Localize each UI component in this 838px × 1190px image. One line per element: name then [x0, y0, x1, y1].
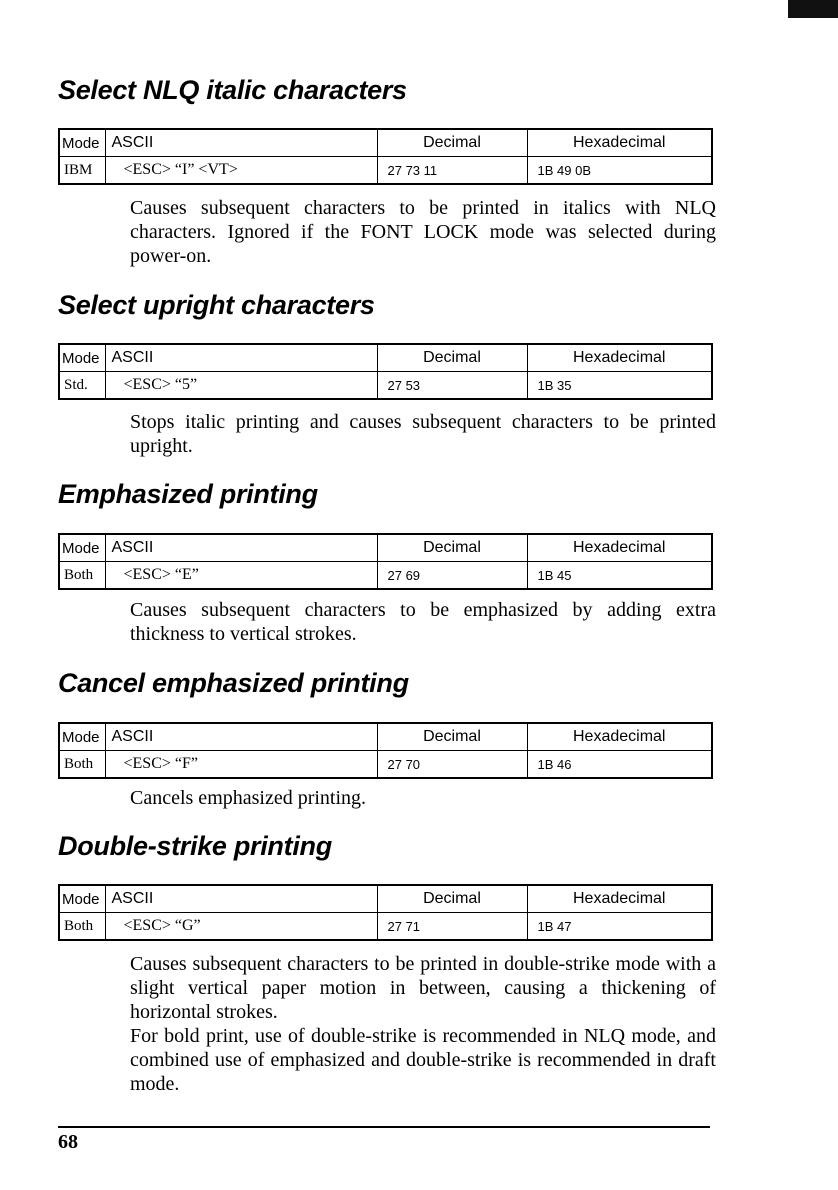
header-ascii: ASCII	[105, 534, 377, 562]
header-decimal: Decimal	[377, 885, 527, 913]
description-paragraph: Causes subsequent characters to be printed in italics with NLQ characters. Ignored if the FONT LOCK mode was selected during power-on.	[130, 197, 716, 267]
cell-mode: Both	[59, 562, 105, 590]
page-edge-tab	[788, 0, 838, 18]
header-mode: Mode	[59, 885, 105, 913]
table-row	[59, 751, 712, 779]
table-row	[59, 562, 712, 590]
cell-hex: 1B 49 0B	[527, 157, 712, 185]
section-title: Cancel emphasized printing	[58, 668, 409, 698]
header-hexadecimal: Hexadecimal	[527, 129, 712, 157]
description-paragraph: Causes subsequent characters to be emphasized by adding extra thickness to vertical strokes.	[130, 599, 716, 645]
cell-ascii: <ESC> “5”	[105, 372, 377, 400]
cell-mode: IBM	[59, 157, 105, 185]
cell-hex: 1B 35	[527, 372, 712, 400]
header-hexadecimal: Hexadecimal	[527, 723, 712, 751]
header-mode: Mode	[59, 129, 105, 157]
header-mode: Mode	[59, 344, 105, 372]
header-decimal: Decimal	[377, 129, 527, 157]
command-table	[58, 722, 713, 779]
cell-hex: 1B 47	[527, 913, 712, 941]
cell-mode: Both	[59, 751, 105, 779]
header-hexadecimal: Hexadecimal	[527, 885, 712, 913]
section-cancel-emphasized	[58, 667, 718, 809]
header-ascii: ASCII	[105, 344, 377, 372]
cell-ascii: <ESC> “E”	[105, 562, 377, 590]
table-header-row	[59, 723, 712, 751]
header-ascii: ASCII	[105, 723, 377, 751]
section-emphasized	[58, 478, 718, 645]
header-mode: Mode	[59, 534, 105, 562]
footer-rule	[58, 1126, 710, 1128]
page-number: 68	[58, 1131, 78, 1153]
cell-decimal: 27 53	[377, 372, 527, 400]
table-header-row	[59, 534, 712, 562]
header-decimal: Decimal	[377, 344, 527, 372]
section-title: Select upright characters	[58, 290, 375, 320]
section-description	[130, 410, 716, 458]
command-table	[58, 884, 713, 941]
cell-ascii: <ESC> “F”	[105, 751, 377, 779]
section-description	[130, 598, 716, 646]
section-title: Double-strike printing	[58, 831, 332, 861]
table-header-row	[59, 129, 712, 157]
section-double-strike	[58, 830, 718, 1095]
section-select-upright	[58, 289, 718, 457]
header-ascii: ASCII	[105, 885, 377, 913]
cell-mode: Both	[59, 913, 105, 941]
cell-ascii: <ESC> “G”	[105, 913, 377, 941]
command-table	[58, 128, 713, 185]
cell-mode: Std.	[59, 372, 105, 400]
header-hexadecimal: Hexadecimal	[527, 534, 712, 562]
cell-decimal: 27 69	[377, 562, 527, 590]
command-table	[58, 343, 713, 400]
header-ascii: ASCII	[105, 129, 377, 157]
description-paragraph: Cancels emphasized printing.	[130, 787, 367, 809]
section-title: Select NLQ italic characters	[58, 75, 407, 105]
section-description	[130, 786, 716, 810]
cell-hex: 1B 46	[527, 751, 712, 779]
table-row	[59, 913, 712, 941]
table-row	[59, 157, 712, 185]
command-table	[58, 533, 713, 590]
section-title: Emphasized printing	[58, 479, 318, 509]
description-paragraph: For bold print, use of double-strike is recommended in NLQ mode, and combined use of emphasized and double-strike is recommended in draft mode.	[130, 1025, 716, 1095]
description-paragraph: Stops italic printing and causes subsequent characters to be printed upright.	[130, 411, 716, 457]
header-decimal: Decimal	[377, 534, 527, 562]
header-decimal: Decimal	[377, 723, 527, 751]
header-hexadecimal: Hexadecimal	[527, 344, 712, 372]
cell-decimal: 27 71	[377, 913, 527, 941]
section-description	[130, 196, 716, 268]
header-mode: Mode	[59, 723, 105, 751]
cell-decimal: 27 70	[377, 751, 527, 779]
table-header-row	[59, 344, 712, 372]
cell-hex: 1B 45	[527, 562, 712, 590]
section-description	[130, 952, 716, 1096]
table-row	[59, 372, 712, 400]
section-select-nlq-italic	[58, 74, 718, 267]
cell-ascii: <ESC> “I” <VT>	[105, 157, 377, 185]
table-header-row	[59, 885, 712, 913]
description-paragraph: Causes subsequent characters to be printed in double-strike mode with a slight vertical paper motion in between, causing a thickening of horizontal strokes.	[130, 953, 716, 1023]
cell-decimal: 27 73 11	[377, 157, 527, 185]
